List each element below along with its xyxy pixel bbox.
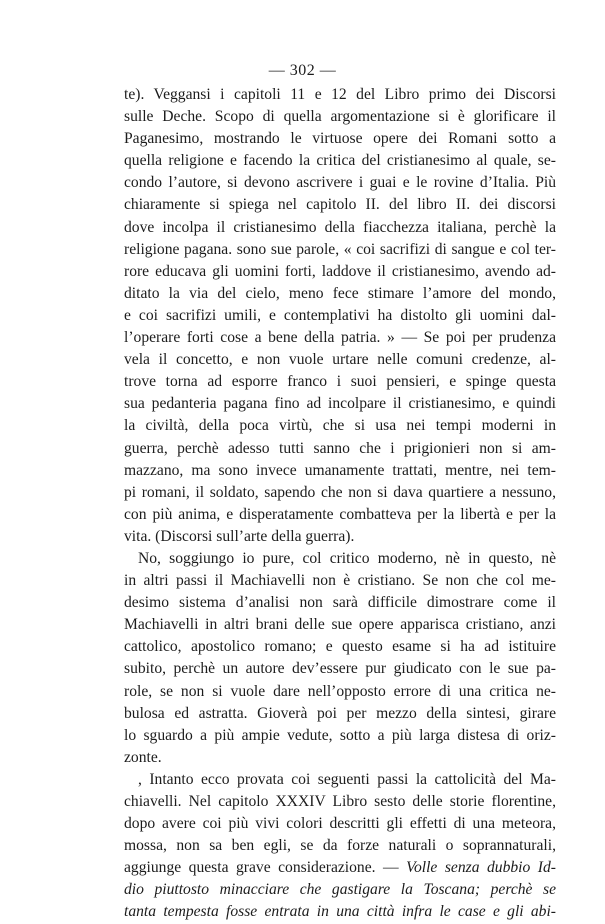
text-segment: , Intanto ecco provata coi seguenti passi la cattolicità del Ma- bbox=[138, 770, 556, 788]
text-segment: subito, perchè un autore dev’essere pur giudicato con le sue pa- bbox=[124, 660, 556, 678]
text-line bbox=[124, 172, 556, 194]
text-segment: quella religione e facendo la critica del cristianesimo al quale, se- bbox=[124, 152, 556, 170]
text-line bbox=[124, 769, 556, 791]
text-segment: l’operare forti cose a bene della patria. » — Se poi per prudenza bbox=[124, 329, 556, 347]
text-line bbox=[124, 857, 556, 879]
text-line bbox=[124, 813, 556, 835]
text-segment: sua pedanteria pagana fino ad incolpare il cristianesimo, e quindi bbox=[124, 395, 556, 413]
text-segment: pi romani, il soldato, sapendo che non si dava quartiere a nessuno, bbox=[124, 483, 556, 501]
text-line bbox=[124, 658, 556, 680]
body-text bbox=[124, 84, 556, 924]
text-segment: chiaramente si spiega nel capitolo II. del libro II. dei discorsi bbox=[124, 196, 556, 214]
text-segment: trove torna ad esporre franco i suoi pensieri, e spinge questa bbox=[124, 373, 556, 391]
text-segment: mazzano, ma sono invece umanamente trattati, mentre, nei tem- bbox=[124, 461, 556, 479]
text-segment: role, se non si vuole dare nell’opposto errore di una critica ne- bbox=[124, 682, 556, 700]
text-line bbox=[124, 681, 556, 703]
text-line bbox=[124, 636, 556, 658]
text-line bbox=[124, 879, 556, 901]
text-segment: desimo sistema d’analisi non sarà difficile dimostrare come il bbox=[124, 594, 556, 612]
text-line bbox=[124, 614, 556, 636]
text-line bbox=[124, 460, 556, 482]
text-line bbox=[124, 438, 556, 460]
text-segment: bulosa ed astratta. Gioverà poi per mezzo della sintesi, girare bbox=[124, 704, 556, 722]
text-segment: aggiunge questa grave considerazione. — bbox=[124, 859, 407, 877]
text-segment: religione pagana. sono sue parole, « coi sacrifizi di sangue e col ter- bbox=[124, 240, 556, 258]
text-line bbox=[124, 703, 556, 725]
italic-text: Volle senza dubbio Id- bbox=[406, 859, 556, 877]
text-segment: dopo avere coi più vivi colori descritti gli effetti di una meteora, bbox=[124, 815, 556, 833]
text-line bbox=[124, 371, 556, 393]
text-segment: lo sguardo a più ampie vedute, sotto a più larga distesa di oriz- bbox=[124, 726, 556, 744]
text-segment: vela il concetto, e non vuole urtare nelle comuni credenze, al- bbox=[124, 351, 556, 369]
text-line bbox=[124, 283, 556, 305]
text-segment: condo l’autore, si devono ascrivere i guai e le rovine d’Italia. Più bbox=[124, 174, 556, 192]
text-segment: vita. (Discorsi sull’arte della guerra). bbox=[124, 527, 355, 545]
text-line bbox=[124, 261, 556, 283]
text-segment: con più anima, e disperatamente combatteva per la libertà e per la bbox=[124, 505, 556, 523]
text-line bbox=[124, 482, 556, 504]
text-line bbox=[124, 393, 556, 415]
text-line bbox=[124, 835, 556, 857]
text-segment: e coi sacrifizi umili, e contemplativi ha distolto gli uomini dal- bbox=[124, 306, 556, 324]
text-line bbox=[124, 349, 556, 371]
text-segment: Paganesimo, mostrando le virtuose opere dei Romani sotto a bbox=[124, 130, 556, 148]
text-line bbox=[124, 217, 556, 239]
text-line bbox=[124, 327, 556, 349]
text-line bbox=[124, 526, 556, 548]
text-segment: zonte. bbox=[124, 748, 162, 766]
italic-text: dio piuttosto minacciare che gastigare la Toscana; perchè se bbox=[124, 881, 556, 899]
text-segment: te). Veggansi i capitoli 11 e 12 del Libro primo dei Discorsi bbox=[124, 86, 556, 103]
text-line bbox=[124, 150, 556, 172]
italic-text: tanta tempesta fosse entrata in una città infra le case e gli abi- bbox=[124, 903, 556, 921]
text-segment: No, soggiungo io pure, col critico moderno, nè in questo, nè bbox=[138, 549, 556, 567]
text-line bbox=[124, 415, 556, 437]
text-line bbox=[124, 791, 556, 813]
text-line bbox=[124, 548, 556, 570]
text-segment: in altri passi il Machiavelli non è cristiano. Se non che col me- bbox=[124, 572, 556, 590]
text-segment: mossa, non sa ben egli, se da forze naturali o soprannaturali, bbox=[124, 837, 556, 855]
text-segment: chiavelli. Nel capitolo XXXIV Libro sesto delle storie florentine, bbox=[124, 793, 556, 810]
text-segment: dove incolpa il cristianesimo della fiacchezza italiana, perchè la bbox=[124, 218, 556, 236]
paragraph bbox=[124, 548, 556, 769]
text-line bbox=[124, 305, 556, 327]
text-line bbox=[124, 106, 556, 128]
text-line bbox=[124, 747, 556, 769]
paragraph bbox=[124, 84, 556, 548]
text-line bbox=[124, 84, 556, 106]
text-line bbox=[124, 725, 556, 747]
text-segment: ditato la via del cielo, meno fece stimare l’amore del mondo, bbox=[124, 284, 556, 302]
text-line bbox=[124, 592, 556, 614]
text-segment: Machiavelli in altri brani delle sue opere apparisca cristiano, anzi bbox=[124, 616, 556, 634]
text-segment: rore educava gli uomini forti, laddove il cristianesimo, avendo ad- bbox=[124, 262, 556, 280]
text-line bbox=[124, 570, 556, 592]
text-segment: cattolico, apostolico romano; e questo esame si ha ad istituire bbox=[124, 638, 556, 656]
text-line bbox=[124, 194, 556, 216]
text-line bbox=[124, 239, 556, 261]
paragraph bbox=[124, 769, 556, 924]
text-line bbox=[124, 128, 556, 150]
text-segment: sulle Deche. Scopo di quella argomentazione si è glorificare il bbox=[124, 108, 556, 126]
text-segment: guerra, perchè adesso tutti sanno che i prigionieri non si am- bbox=[124, 439, 556, 457]
text-line bbox=[124, 504, 556, 526]
text-segment: la civiltà, della poca virtù, che si usa nei tempi moderni in bbox=[124, 417, 556, 435]
page-number: — 302 — bbox=[268, 62, 337, 79]
text-line bbox=[124, 901, 556, 923]
